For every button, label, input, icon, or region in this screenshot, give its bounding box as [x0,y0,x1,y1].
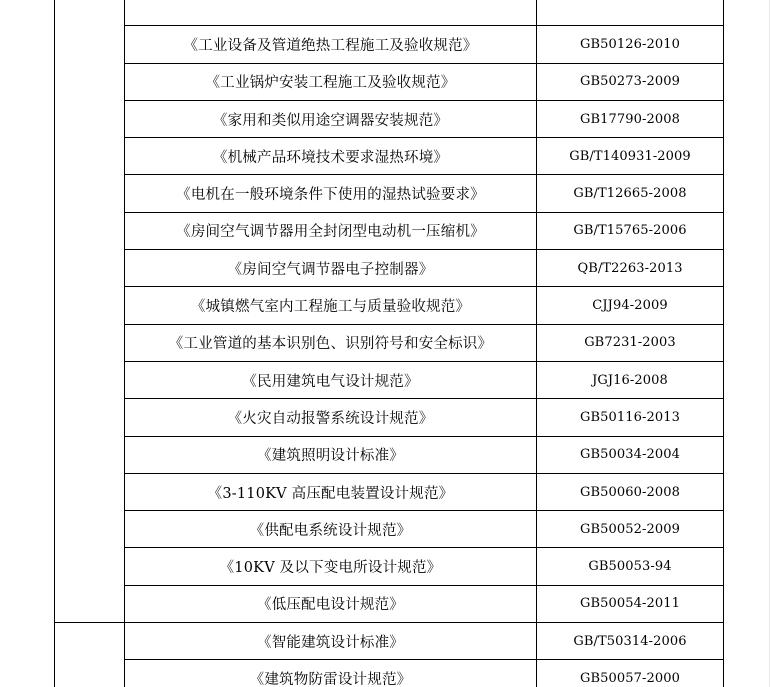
standard-code-cell: GB/T50314-2006 [537,623,724,660]
standard-name-cell: 《10KV 及以下变电所设计规范》 [125,548,537,585]
category-cell [55,623,125,687]
standard-name-cell: 《3-110KV 高压配电装置设计规范》 [125,473,537,510]
standard-name-cell: 《民用建筑电气设计规范》 [125,361,537,398]
standards-table-body [55,0,724,687]
standard-code-cell [537,0,724,26]
table-row [55,63,724,100]
standard-code-cell: GB50060-2008 [537,473,724,510]
standard-code-cell: GB50116-2013 [537,399,724,436]
standard-name-cell: 《火灾自动报警系统设计规范》 [125,399,537,436]
standard-name-cell: 《建筑物防雷设计规范》 [125,660,537,687]
table-row [55,212,724,249]
standard-code-cell: GB/T15765-2006 [537,212,724,249]
table-row [55,623,724,660]
standard-name-cell: 《机械产品环境技术要求湿热环境》 [125,138,537,175]
standard-name-cell: 《房间空气调节器电子控制器》 [125,250,537,287]
standard-code-cell: GB50273-2009 [537,63,724,100]
standard-name-cell: 《家用和类似用途空调器安装规范》 [125,100,537,137]
standard-code-cell: JGJ16-2008 [537,361,724,398]
table-row [55,324,724,361]
table-row [55,436,724,473]
standard-name-cell: 《智能建筑设计标准》 [125,623,537,660]
table-row [55,175,724,212]
standard-code-cell: GB50034-2004 [537,436,724,473]
standard-code-cell: GB/T140931-2009 [537,138,724,175]
standard-name-cell: 《建筑照明设计标准》 [125,436,537,473]
standard-name-cell: 《工业锅炉安装工程施工及验收规范》 [125,63,537,100]
standard-name-cell: 《房间空气调节器用全封闭型电动机一压缩机》 [125,212,537,249]
table-row [55,361,724,398]
standard-name-cell: 《电机在一般环境条件下使用的湿热试验要求》 [125,175,537,212]
category-cell [55,0,125,623]
table-row [55,548,724,585]
table-row [55,399,724,436]
table-row [55,511,724,548]
table-row [55,138,724,175]
standard-code-cell: GB50054-2011 [537,585,724,622]
table-row [55,0,724,26]
table-row [55,585,724,622]
standard-code-cell: GB50052-2009 [537,511,724,548]
table-row [55,100,724,137]
standard-name-cell: 《供配电系统设计规范》 [125,511,537,548]
table-row [55,287,724,324]
standard-code-cell: CJJ94-2009 [537,287,724,324]
standard-code-cell: GB17790-2008 [537,100,724,137]
standard-name-cell: 《工业设备及管道绝热工程施工及验收规范》 [125,26,537,63]
table-row [55,660,724,687]
standard-code-cell: GB/T12665-2008 [537,175,724,212]
standard-name-cell: 《城镇燃气室内工程施工与质量验收规范》 [125,287,537,324]
standard-code-cell: GB50057-2000 [537,660,724,687]
standards-table [54,0,724,687]
standard-code-cell: QB/T2263-2013 [537,250,724,287]
table-row [55,473,724,510]
standard-code-cell: GB50053-94 [537,548,724,585]
standard-code-cell: GB7231-2003 [537,324,724,361]
table-row [55,26,724,63]
standard-code-cell: GB50126-2010 [537,26,724,63]
standard-name-cell: 《工业管道的基本识别色、识别符号和安全标识》 [125,324,537,361]
standard-name-cell [125,0,537,26]
standard-name-cell: 《低压配电设计规范》 [125,585,537,622]
table-row [55,250,724,287]
